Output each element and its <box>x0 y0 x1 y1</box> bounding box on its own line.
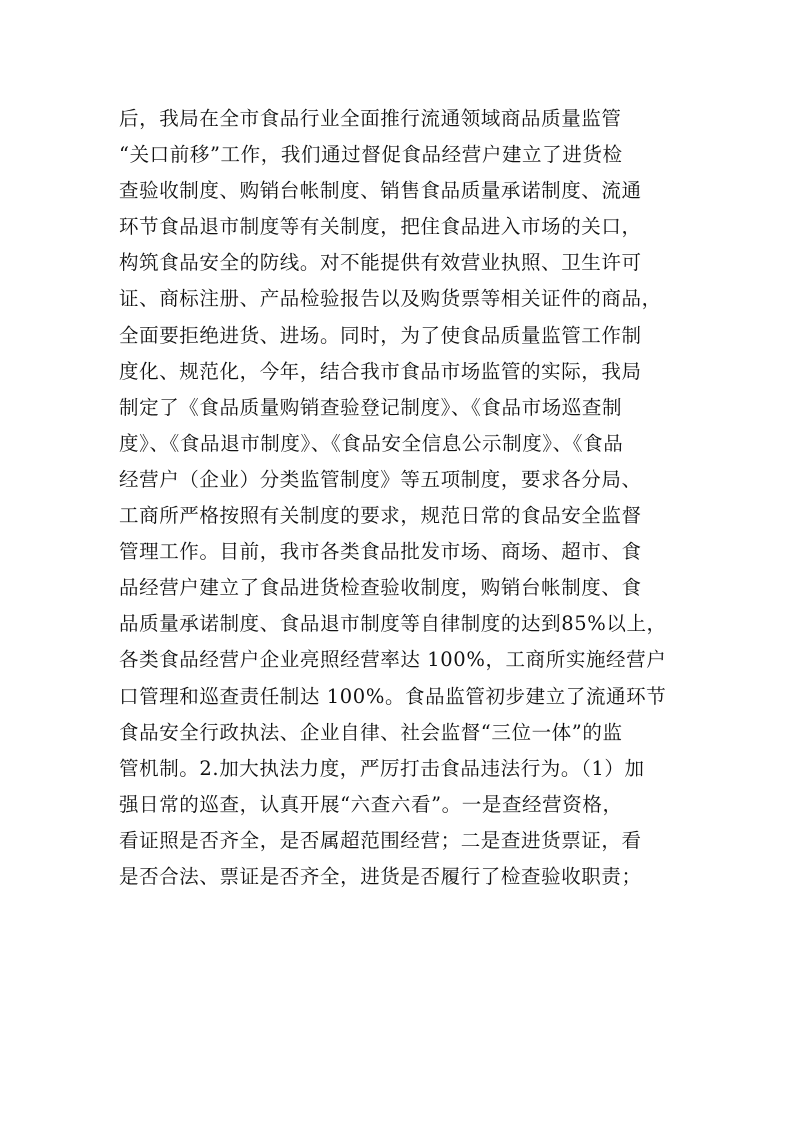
text-line: 制定了《食品质量购销查验登记制度》、《食品市场巡查制 <box>119 395 623 419</box>
text-line: 后，我局在全市食品行业全面推行流通领域商品质量监管 <box>119 107 622 130</box>
text-line: 各类食品经营户企业亮照经营率达 100%，工商所实施经营户 <box>119 648 667 672</box>
text-line: 强日常的巡查，认真开展“六查六看”。一是查经营资格， <box>119 792 623 816</box>
text-line: 经营户（企业）分类监管制度》等五项制度，要求各分局、 <box>119 467 642 491</box>
text-line: 度》、《食品退市制度》、《食品安全信息公示制度》、《食品 <box>119 431 624 455</box>
text-line: “关口前移”工作，我们通过督促食品经营户建立了进货检 <box>119 143 623 167</box>
text-line: 是否合法、票证是否齐全，进货是否履行了检查验收职责； <box>119 864 642 888</box>
text-line: 看证照是否齐全，是否属超范围经营；二是查进货票证，看 <box>119 828 642 852</box>
text-line: 全面要拒绝进货、进场。同时，为了使食品质量监管工作制 <box>119 323 642 347</box>
body-text <box>119 101 689 895</box>
text-line: 查验收制度、购销台帐制度、销售食品质量承诺制度、流通 <box>119 179 642 203</box>
text-line: 构筑食品安全的防线。对不能提供有效营业执照、卫生许可 <box>119 251 642 275</box>
text-line: 证、商标注册、产品检验报告以及购货票等相关证件的商品， <box>119 287 662 311</box>
text-line: 管理工作。目前，我市各类食品批发市场、商场、超市、食 <box>119 540 642 564</box>
text-line: 食品安全行政执法、企业自律、社会监督“三位一体”的监 <box>119 720 623 744</box>
text-line: 工商所严格按照有关制度的要求，规范日常的食品安全监督 <box>119 504 642 528</box>
text-line: 度化、规范化，今年，结合我市食品市场监管的实际，我局 <box>119 359 642 383</box>
text-line: 品经营户建立了食品进货检查验收制度，购销台帐制度、食 <box>119 576 642 600</box>
text-line: 品质量承诺制度、食品退市制度等自律制度的达到85%以上， <box>119 612 667 636</box>
text-line: 口管理和巡查责任制达 100%。食品监管初步建立了流通环节 <box>119 684 667 708</box>
text-line: 管机制。2.加大执法力度，严厉打击食品违法行为。（1）加 <box>119 756 645 780</box>
text-line: 环节食品退市制度等有关制度，把住食品进入市场的关口， <box>119 215 642 239</box>
